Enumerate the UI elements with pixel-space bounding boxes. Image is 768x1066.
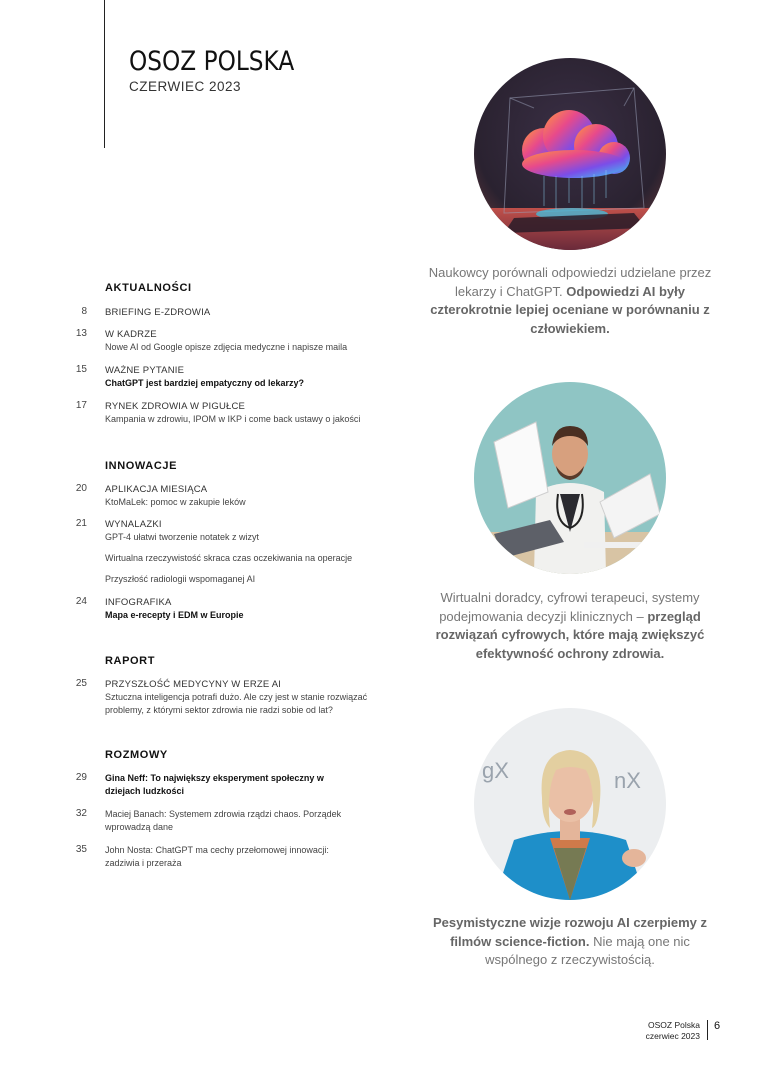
entry-label: BRIEFING E-ZDROWIA xyxy=(105,307,211,318)
caption-2-text: Wirtualni doradcy, cyfrowi terapeuci, systemy podejmowania decyzji klinicznych – xyxy=(439,590,700,624)
entry-label: RYNEK ZDROWIA W PIGUŁCE xyxy=(105,401,246,412)
entry-description: Sztuczna inteligencja potrafi dużo. Ale czy jest w stanie rozwiązać problemy, z którymi sektor zdrowia nie radzi sobie od lat? xyxy=(105,692,368,715)
section-heading-aktualnosci: AKTUALNOŚCI xyxy=(105,282,192,294)
section-heading-innowacje: INNOWACJE xyxy=(105,460,178,472)
entry-description: Mapa e-recepty i EDM w Europie xyxy=(105,610,244,620)
masthead-rule xyxy=(104,0,105,148)
page-number: 21 xyxy=(75,518,87,529)
caption-3 xyxy=(425,914,715,970)
entry-description: John Nosta: ChatGPT ma cechy przełomowej innowacji: zadziwia i przeraża xyxy=(105,845,329,868)
caption-2-highlight: przegląd rozwiązań cyfrowych, które mają zwiększyć efektywność ochrony zdrowia. xyxy=(435,608,705,661)
masthead xyxy=(129,47,321,94)
caption-3-text: Nie mają one nic wspólnego z rzeczywistością. xyxy=(485,933,690,967)
caption-2 xyxy=(425,589,715,663)
caption-1-highlight: Odpowiedzi AI były czterokrotnie lepiej oceniane w porównaniu z człowiekiem. xyxy=(430,283,710,336)
page-number: 20 xyxy=(75,483,87,494)
entry-label: W KADRZE xyxy=(105,329,157,340)
entry-description: Maciej Banach: Systemem zdrowia rządzi chaos. Porządek wprowadzą dane xyxy=(105,809,342,832)
footer xyxy=(646,1020,700,1042)
issue-date: CZERWIEC 2023 xyxy=(129,79,242,94)
entry-label: WYNALAZKI xyxy=(105,519,162,530)
entry-description: Nowe AI od Google opisze zdjęcia medyczne i napisze maila xyxy=(105,342,348,352)
page-number: 24 xyxy=(75,596,87,607)
section-heading-raport: RAPORT xyxy=(105,655,156,667)
caption-1 xyxy=(425,264,715,338)
svg-text:nX: nX xyxy=(614,768,641,793)
page-number: 17 xyxy=(75,400,87,411)
page-number: 35 xyxy=(75,844,87,855)
entry-label: INFOGRAFIKA xyxy=(105,597,172,608)
page-number: 15 xyxy=(75,364,87,375)
caption-3-highlight: Pesymistyczne wizje rozwoju AI czerpiemy z filmów science-fiction. xyxy=(432,915,708,949)
page-number: 29 xyxy=(75,772,87,783)
speaker-image xyxy=(474,708,666,900)
entry-label: APLIKACJA MIESIĄCA xyxy=(105,484,208,495)
entry-label: PRZYSZŁOŚĆ MEDYCYNY W ERZE AI xyxy=(105,679,282,690)
footer-publication: OSOZ Polska xyxy=(648,1020,700,1030)
footer-date: czerwiec 2023 xyxy=(645,1031,700,1041)
page-number: 32 xyxy=(75,808,87,819)
page-number: 8 xyxy=(81,306,87,317)
entry-description: GPT-4 ułatwi tworzenie notatek z wizyt xyxy=(105,532,260,542)
entry-description: Kampania w zdrowiu, IPOM w IKP i come back ustawy o jakości xyxy=(105,414,361,424)
entry-description: ChatGPT jest bardziej empatyczny od lekarzy? xyxy=(105,378,305,388)
caption-1-text: Naukowcy porównali odpowiedzi udzielane przez lekarzy i ChatGPT. xyxy=(428,265,712,299)
entry-description: Przyszłość radiologii wspomaganej AI xyxy=(105,574,256,584)
entry-label: WAŻNE PYTANIE xyxy=(105,365,185,376)
magazine-title: OSOZ POLSKA xyxy=(129,46,295,77)
entry-description: KtoMaLek: pomoc w zakupie leków xyxy=(105,497,246,507)
entry-description: Gina Neff: To największy eksperyment społeczny w dziejach ludzkości xyxy=(105,773,324,796)
entry-description: Wirtualna rzeczywistość skraca czas oczekiwania na operacje xyxy=(105,553,353,563)
section-heading-rozmowy: ROZMOWY xyxy=(105,749,168,761)
page-number: 25 xyxy=(75,678,87,689)
footer-page-number: 6 xyxy=(714,1020,721,1032)
page-number: 13 xyxy=(75,328,87,339)
svg-text:gX: gX xyxy=(482,758,509,783)
footer-divider xyxy=(707,1020,708,1040)
ai-cloud-image xyxy=(474,58,666,250)
doctor-image xyxy=(474,382,666,574)
